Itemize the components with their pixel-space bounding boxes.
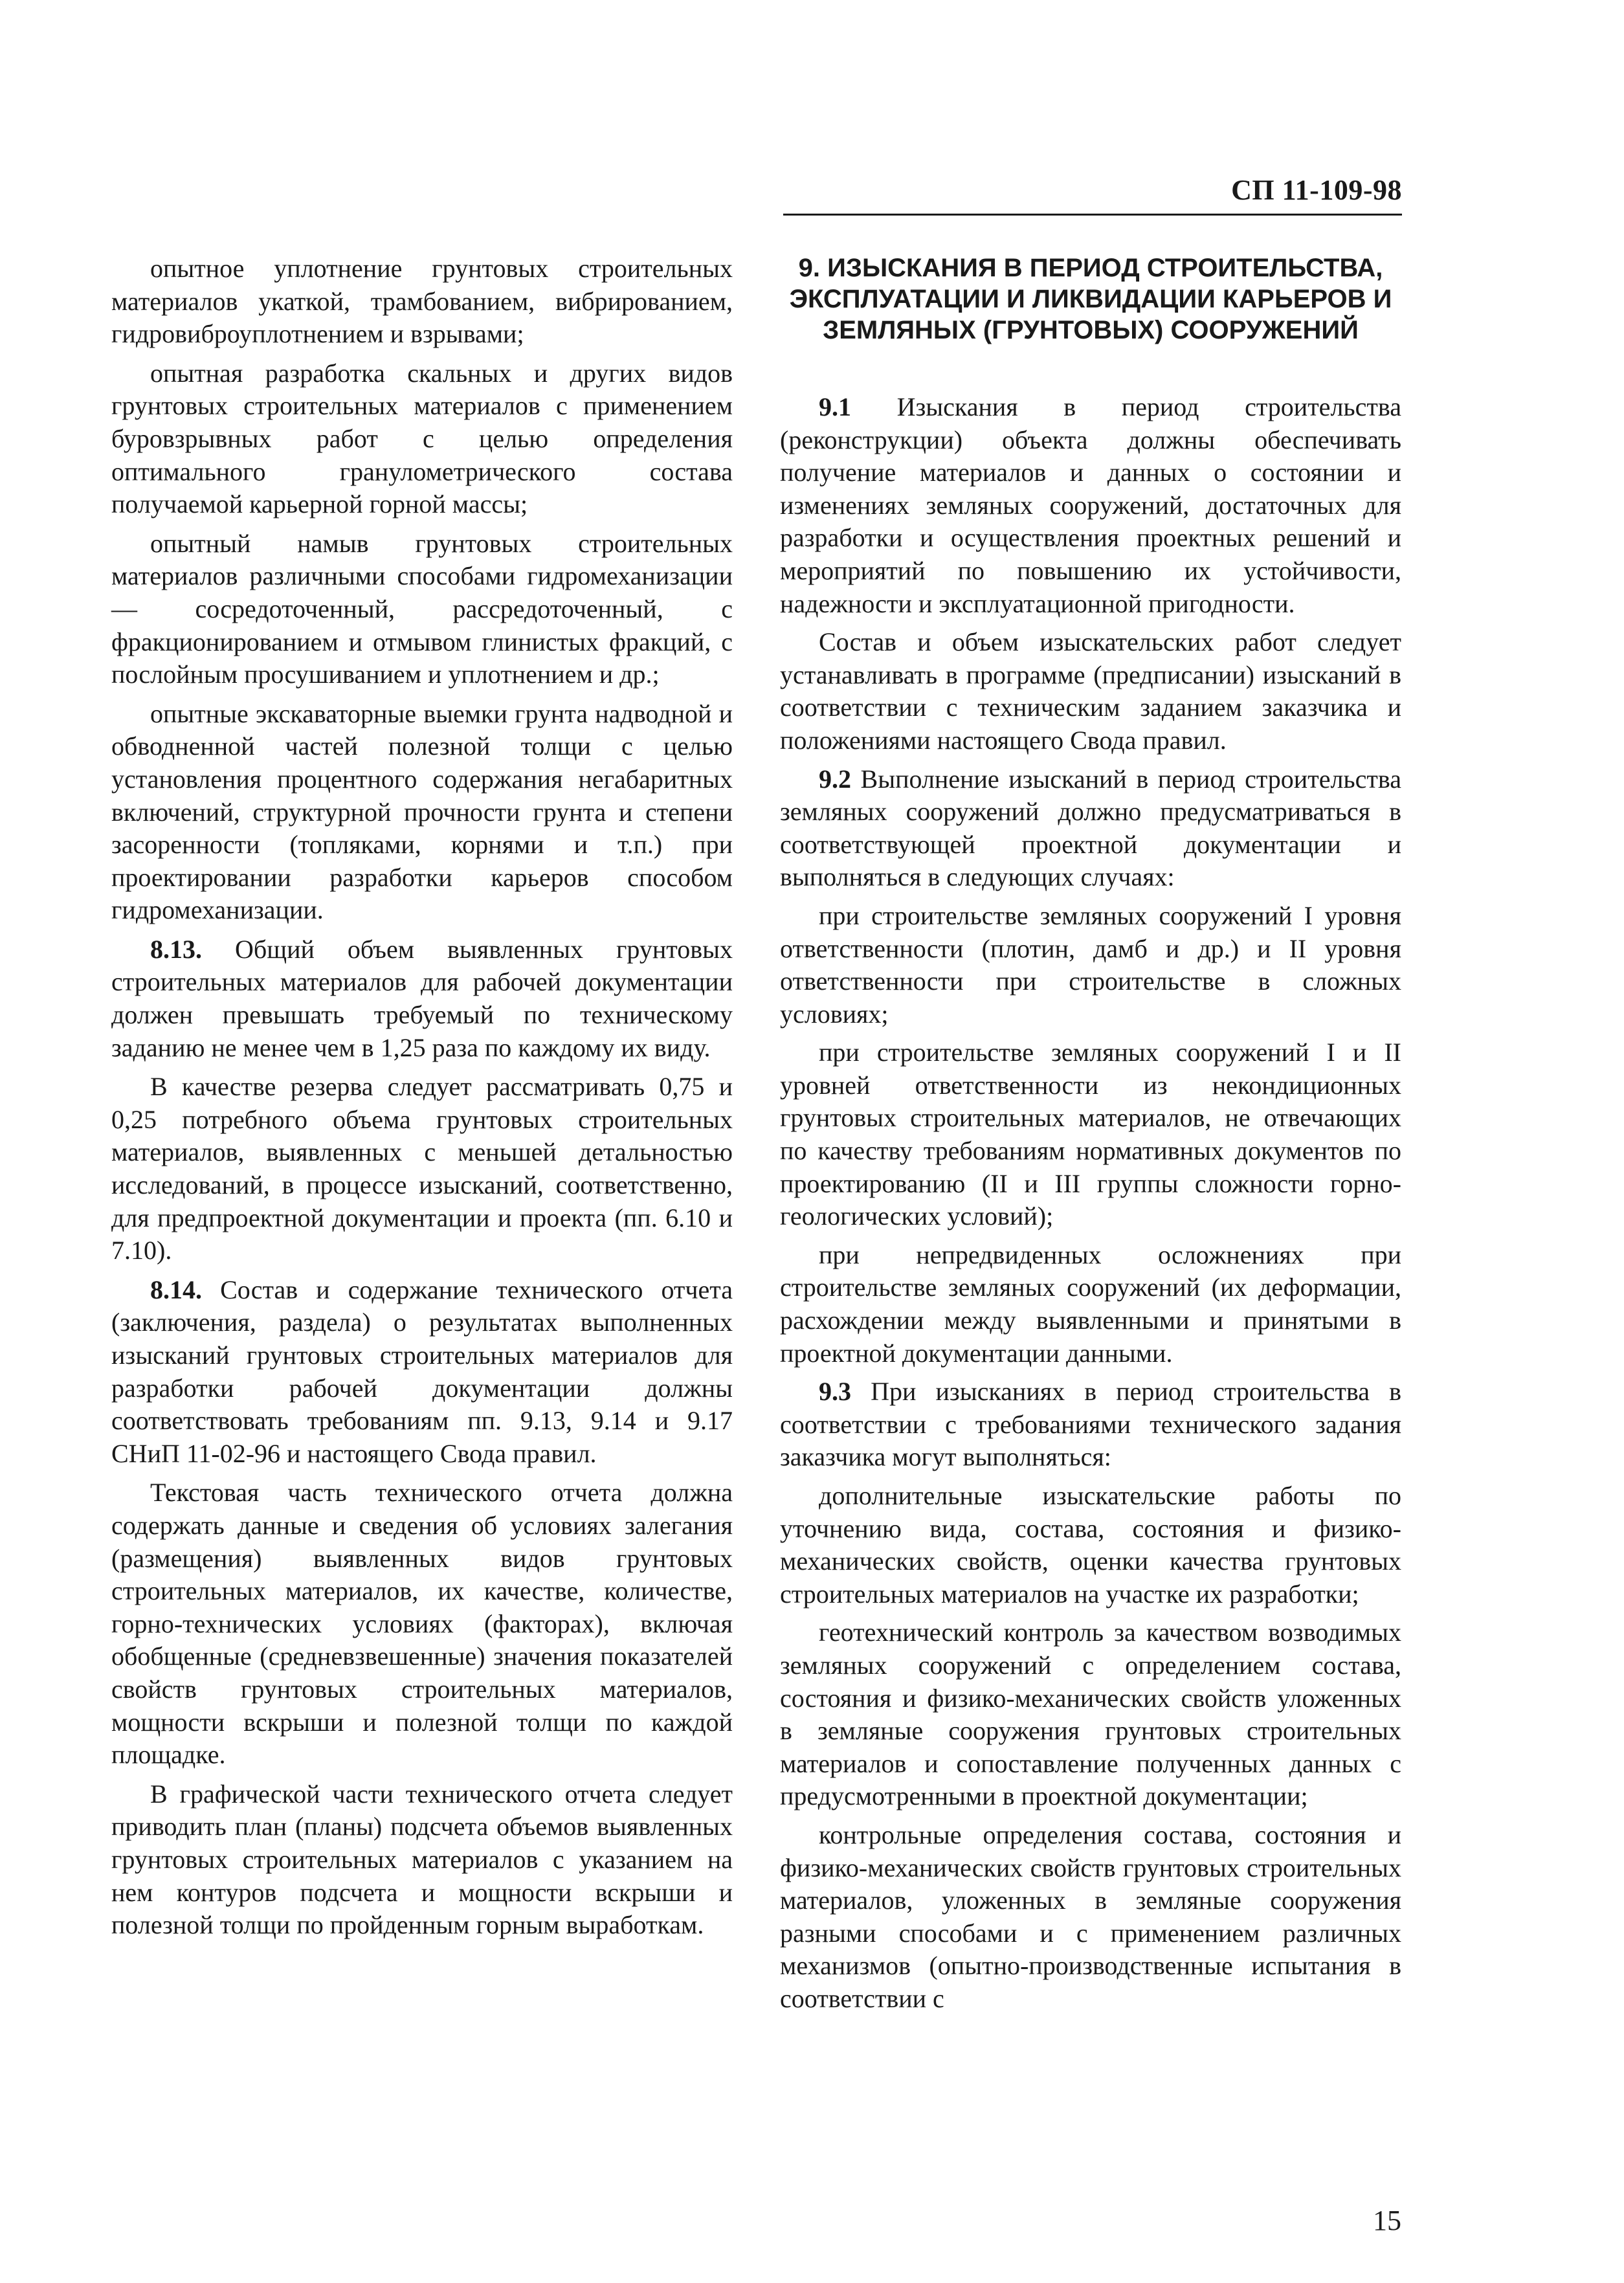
paragraph-item-3: контрольные определения состава, состояния и физико-механических свойств грунтовых строительных материалов, уложенных в земляные сооружения разными способами и с применением различных механизмов (опытно-производственные испытания в соответствии с (780, 1820, 1401, 2013)
paragraph-8-14 (111, 1274, 733, 1471)
paragraph-8-13 (111, 933, 733, 1064)
clause-text-9-2: Выполнение изысканий в период строительства земляных сооружений должно предусматриваться в соответствующей проектной документации и выполняться в следующих случаях: (780, 764, 1401, 892)
clause-number-8-14: 8.14. (150, 1275, 202, 1304)
clause-number-9-2: 9.2 (819, 764, 851, 794)
paragraph-compaction: опытное уплотнение грунтовых строительных материалов укаткой, трамбованием, вибрированием, гидровиброуплотнением и взрывами; (111, 254, 733, 349)
paragraph-excavation: опытные экскаваторные выемки грунта надводной и обводненной частей полезной толщи с целью установления процентного содержания негабаритных включений, структурной прочности грунта и степени засоренности (топляками, корнями и т.п.) при проектировании разработки карьеров способом гидромеханизации. (111, 698, 733, 925)
document-code: СП 11-109-98 (1231, 174, 1402, 206)
section-title: 9. ИЗЫСКАНИЯ В ПЕРИОД СТРОИТЕЛЬСТВА, ЭКСПЛУАТАЦИИ И ЛИКВИДАЦИИ КАРЬЕРОВ И ЗЕМЛЯНЫХ (ГРУНТОВЫХ) СООРУЖЕНИЙ (789, 254, 1392, 344)
clause-text-8-13: Общий объем выявленных грунтовых строительных материалов для рабочей документации должен превышать требуемый по техническому заданию не менее чем в 1,25 раза по каждому их виду. (111, 934, 733, 1062)
page-number: 15 (1373, 2205, 1401, 2236)
right-column (780, 252, 1401, 2021)
paragraph-9-3 (780, 1375, 1401, 1474)
header-rule (783, 214, 1402, 216)
paragraph-9-1 (780, 391, 1401, 620)
clause-number-9-3: 9.3 (819, 1377, 851, 1407)
paragraph-9-2 (780, 763, 1401, 894)
paragraph-item-2: геотехнический контроль за качеством возводимых земляных сооружений с определением состава, состояния и физико-механических свойств уложенных в земляные сооружения грунтовых строительных материалов и сопоставление полученных данных с предусмотренными в проектной документации; (780, 1618, 1401, 1811)
paragraph-text-part: Текстовая часть технического отчета должна содержать данные и сведения об условиях залегания (размещения) выявленных видов грунтовых строительных материалов, их качестве, количестве, горно-технических условиях (факторах), включая обобщенные (средневзвешенные) значения показателей свойств грунтовых строительных материалов, мощности вскрыши и полезной толщи по каждой площадке. (111, 1478, 733, 1770)
paragraph-blasting: опытная разработка скальных и других видов грунтовых строительных материалов с применением буровзрывных работ с целью определения оптимального гранулометрического состава получаемой карьерной горной массы; (111, 358, 733, 519)
paragraph-case-1: при строительстве земляных сооружений I уровня ответственности (плотин, дамб и др.) и II уровня ответственности при строительстве в сложных условиях; (780, 900, 1401, 1029)
paragraph-hydraulic-fill: опытный намыв грунтовых строительных материалов различными способами гидромеханизации — сосредоточенный, рассредоточенный, с фракционированием и отмывом глинистых фракций, с послойным просушиванием и уплотнением и др.; (111, 528, 733, 689)
paragraph-case-2: при строительстве земляных сооружений I и II уровней ответственности из некондиционных грунтовых строительных материалов, не отвечающих по качеству требованиям нормативных документов по проектированию (II и III группы сложности горно-геологических условий); (780, 1038, 1401, 1231)
paragraph-scope: Состав и объем изыскательских работ следует устанавливать в программе (предписании) изысканий в соответствии с техническим заданием заказчика и положениями настоящего Свода правил. (780, 627, 1401, 755)
clause-number-8-13: 8.13. (150, 934, 202, 964)
clause-number-9-1: 9.1 (819, 392, 851, 421)
paragraph-reserve: В качестве резерва следует рассматривать 0,75 и 0,25 потребного объема грунтовых строительных материалов, выявленных с меньшей детальностью исследований, в процессе изысканий, соответственно, для предпроектной документации и проекта (пп. 6.10 и 7.10). (111, 1072, 733, 1265)
paragraph-graphic-part: В графической части технического отчета следует приводить план (планы) подсчета объемов выявленных грунтовых строительных материалов с указанием на нем контуров подсчета и мощности вскрыши и полезной толщи по пройденным горным выработкам. (111, 1779, 733, 1940)
paragraph-case-3: при непредвиденных осложнениях при строительстве земляных сооружений (их деформации, расхождении между выявленными и принятыми в проектной документации данными. (780, 1240, 1401, 1368)
paragraph-item-1: дополнительные изыскательские работы по уточнению вида, состава, состояния и физико-механических свойств, оценки качества грунтовых строительных материалов на участке их разработки; (780, 1481, 1401, 1609)
clause-text-9-3: При изысканиях в период строительства в соответствии с требованиями технического задания заказчика могут выполняться: (780, 1377, 1401, 1472)
clause-text-9-1: Изыскания в период строительства (реконструкции) объекта должны обеспечивать получение материалов и данных о состоянии и изменениях земляных сооружений, достаточных для разработки и осуществления проектных решений и мероприятий по повышению их устойчивости, надежности и эксплуатационной пригодности. (780, 392, 1401, 618)
left-column (111, 252, 733, 1948)
clause-text-8-14: Состав и содержание технического отчета (заключения, раздела) о результатах выполненных изысканий грунтовых строительных материалов для разработки рабочей документации должны соответствовать требованиям пп. 9.13, 9.14 и 9.17 СНиП 11-02-96 и настоящего Свода правил. (111, 1275, 733, 1468)
